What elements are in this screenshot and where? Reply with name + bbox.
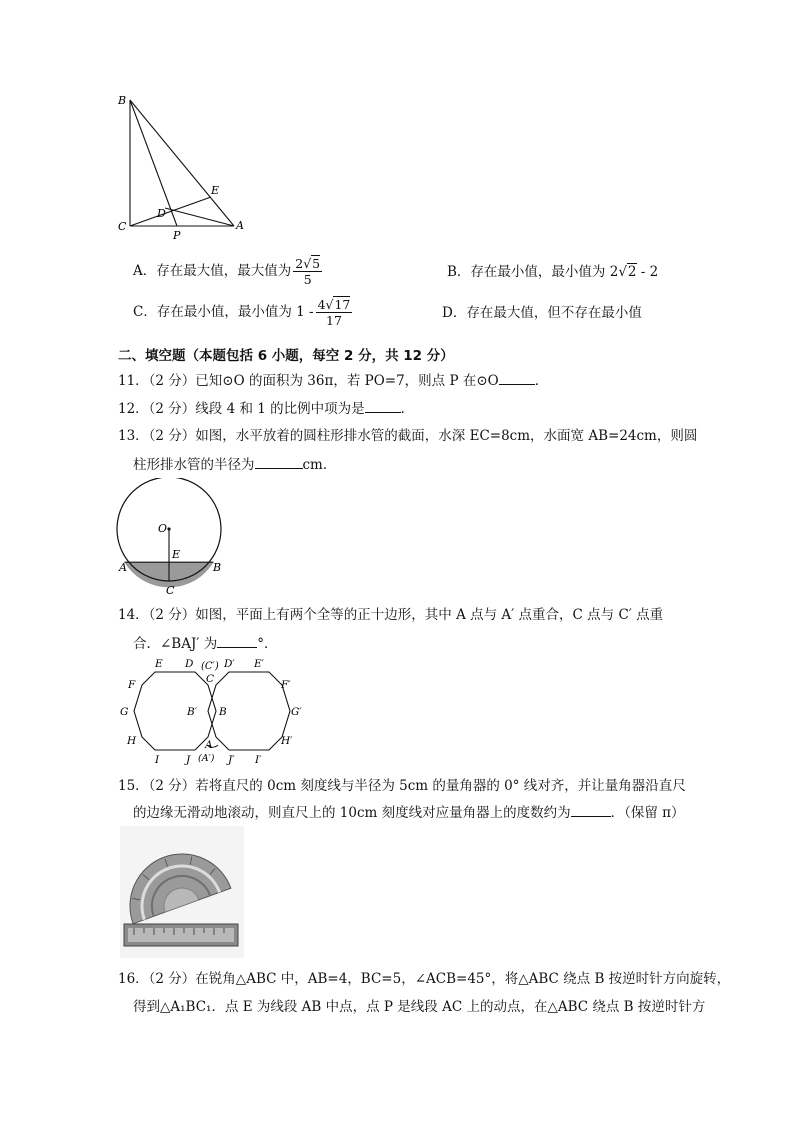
label-P: P xyxy=(173,229,181,240)
answer-blank[interactable] xyxy=(499,370,535,385)
fraction: $\frac{4√17}{17}$ xyxy=(317,297,351,328)
answer-blank[interactable] xyxy=(571,802,611,817)
question-16-line2: 得到△A₁BC₁．点 E 为线段 AB 中点，点 P 是线段 AC 上的动点，在△ABC 绕点 B 按逆时针方 xyxy=(133,999,706,1015)
question-13-line2: 柱形排水管的半径为 cm． xyxy=(133,454,336,475)
circle-figure xyxy=(110,478,240,600)
label-J-prime: J′ xyxy=(228,754,235,766)
fraction: $\frac{2√5}{5}$ xyxy=(295,256,321,287)
question-14-line1: 14．（2 分）如图，平面上有两个全等的正十边形，其中 A 点与 A′ 点重合，C 点与 C′ 点重 xyxy=(118,607,664,623)
question-14-line2: 合．∠BAJ′ 为 °． xyxy=(133,633,278,654)
label-B-prime: B′ xyxy=(187,706,198,718)
label-C: C xyxy=(206,673,215,685)
label-J: J xyxy=(186,754,191,766)
question-12: 12．（2 分）线段 4 和 1 的比例中项为是 ． xyxy=(118,398,414,419)
option-c: C．存在最小值，最小值为 1 - $\frac{4√17}{17}$ xyxy=(133,297,351,328)
label-F-prime: F′ xyxy=(281,679,291,691)
label-A: A xyxy=(205,739,213,751)
question-13-line1: 13．（2 分）如图，水平放着的圆柱形排水管的截面，水深 EC=8cm，水面宽 AB=24cm，则圆 xyxy=(118,428,698,444)
label-I: I xyxy=(155,754,160,766)
label-G-prime: G′ xyxy=(291,706,302,718)
label-O: O xyxy=(158,522,168,535)
question-16-line1: 16．（2 分）在锐角△ABC 中，AB=4，BC=5，∠ACB=45°，将△ABC 绕点 B 按逆时针方向旋转， xyxy=(118,971,731,987)
label-E: E xyxy=(172,548,181,561)
label-D-prime: D′ xyxy=(224,658,235,670)
label-H: H xyxy=(127,735,137,747)
label-C-prime-paren: (C′) xyxy=(201,661,219,672)
label-C: C xyxy=(118,220,127,233)
question-11: 11．（2 分）已知⊙O 的面积为 36π，若 PO=7，则点 P 在⊙O ． xyxy=(118,370,548,391)
label-D: D xyxy=(157,207,166,220)
label-B: B xyxy=(118,94,127,107)
label-I-prime: I′ xyxy=(255,754,262,766)
label-E-prime: E′ xyxy=(254,658,265,670)
label-C: C xyxy=(166,584,175,597)
option-a: A．存在最大值，最大值为 $\frac{2√5}{5}$ xyxy=(133,256,321,287)
decagons-figure xyxy=(115,655,305,770)
option-d: D．存在最大值，但不存在最小值 xyxy=(442,305,642,321)
label-A-prime-paren: (A′) xyxy=(198,753,215,764)
protractor-ruler-photo xyxy=(120,826,244,958)
label-G: G xyxy=(120,706,129,718)
label-H-prime: H′ xyxy=(281,735,293,747)
label-E: E xyxy=(155,658,163,670)
label-A: A xyxy=(236,219,244,232)
section-title: 二、填空题（本题包括 6 小题，每空 2 分，共 12 分） xyxy=(118,348,454,364)
triangle-figure xyxy=(110,90,260,240)
answer-blank[interactable] xyxy=(365,398,401,413)
label-B: B xyxy=(213,561,222,574)
answer-blank[interactable] xyxy=(255,454,303,469)
label-B: B xyxy=(219,706,227,718)
label-A: A xyxy=(119,561,127,574)
question-15-line2: 的边缘无滑动地滚动，则直尺上的 10cm 刻度线对应量角器上的度数约为 ．（保留 π） xyxy=(133,802,685,823)
label-D: D xyxy=(185,658,194,670)
question-15-line1: 15．（2 分）若将直尺的 0cm 刻度线与半径为 5cm 的量角器的 0° 线对齐，并让量角器沿直尺 xyxy=(118,778,686,794)
label-F: F xyxy=(128,679,136,691)
option-b: B．存在最小值，最小值为 2√2 - 2 xyxy=(447,264,659,280)
label-E: E xyxy=(211,184,220,197)
answer-blank[interactable] xyxy=(217,633,257,648)
